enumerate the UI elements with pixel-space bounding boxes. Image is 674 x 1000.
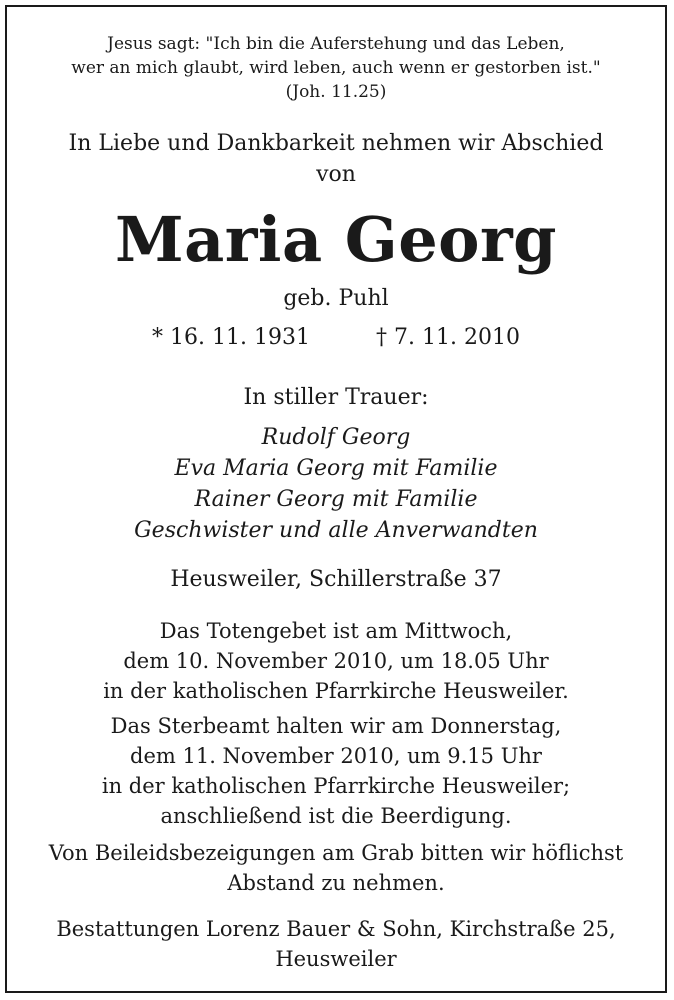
requiem-line-2: dem 11. November 2010, um 9.15 Uhr [130, 744, 542, 768]
mourner-name: Eva Maria Georg mit Familie [174, 456, 498, 481]
deceased-name: Maria Georg [114, 203, 558, 276]
undertaker-line-1: Bestattungen Lorenz Bauer & Sohn, Kirchstraße 25, [56, 917, 616, 941]
mourner-name: Geschwister und alle Anverwandten [134, 518, 538, 543]
prayer-line-3: in der katholischen Pfarrkirche Heusweiler. [103, 679, 569, 703]
farewell-intro-line-2: von [316, 162, 356, 187]
mourner-name: Rainer Georg mit Familie [194, 487, 478, 512]
prayer-line-1: Das Totengebet ist am Mittwoch, [159, 619, 513, 643]
bible-verse-line-2: wer an mich glaubt, wird leben, auch wenn er gestorben ist." [71, 58, 601, 78]
farewell-intro-line-1: In Liebe und Dankbarkeit nehmen wir Abschied [68, 131, 604, 156]
family-address: Heusweiler, Schillerstraße 37 [170, 567, 502, 592]
mourners-heading: In stiller Trauer: [243, 385, 429, 410]
bible-verse-reference: (Joh. 11.25) [285, 82, 387, 102]
condolence-note-line-1: Von Beileidsbezeigungen am Grab bitten wir höflichst [48, 841, 624, 865]
birth-date: * 16. 11. 1931 [152, 325, 310, 350]
prayer-line-2: dem 10. November 2010, um 18.05 Uhr [123, 649, 549, 673]
bible-verse-line-1: Jesus sagt: "Ich bin die Auferstehung und das Leben, [107, 34, 565, 54]
condolence-note-line-2: Abstand zu nehmen. [227, 871, 445, 895]
mourner-name: Rudolf Georg [261, 425, 411, 450]
obituary-frame [5, 5, 667, 993]
undertaker-line-2: Heusweiler [275, 947, 397, 971]
requiem-line-1: Das Sterbeamt halten wir am Donnerstag, [110, 714, 562, 738]
death-date: † 7. 11. 2010 [376, 325, 520, 350]
requiem-line-3: in der katholischen Pfarrkirche Heusweiler; [101, 774, 571, 798]
requiem-line-4: anschließend ist die Beerdigung. [160, 804, 512, 828]
birth-name: geb. Puhl [283, 286, 389, 311]
